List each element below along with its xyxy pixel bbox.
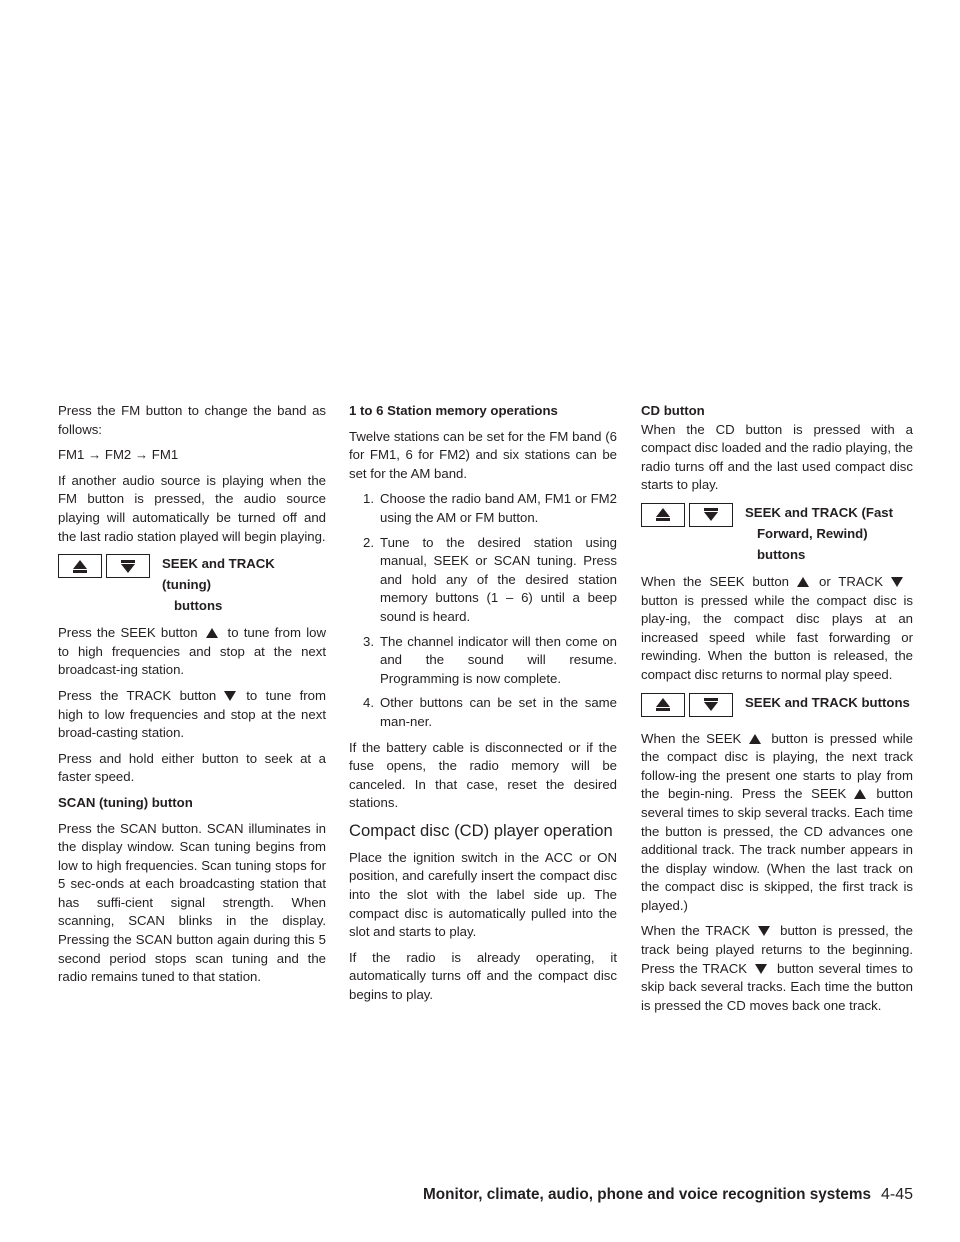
- column-1: [58, 402, 326, 994]
- column-3: [641, 402, 913, 1022]
- track-cd-text-a: When the TRACK: [641, 923, 751, 939]
- track-down-arrow-icon: [224, 691, 236, 701]
- scan-button-heading: SCAN (tuning) button: [58, 794, 193, 810]
- seek-track-tuning-title-line2: buttons: [174, 598, 223, 614]
- seek-track-button-illustration: [58, 554, 150, 578]
- step-text: Other buttons can be set in the same man-ner.: [380, 695, 617, 729]
- track-down-arrow-icon: [755, 964, 767, 974]
- fm-band-paragraph: Press the FM button to change the band as follows:: [58, 403, 326, 437]
- list-item: [349, 534, 617, 627]
- seek-text-a: Press the SEEK button: [58, 625, 198, 641]
- cd-button-paragraph: When the CD button is pressed with a compact disc loaded and the radio playing, the radio turns off and the last used compact disc starts to play.: [641, 421, 913, 493]
- track-down-arrow-icon: [758, 926, 770, 936]
- cd-insert-paragraph: Place the ignition switch in the ACC or ON position, and carefully insert the compact disc into the slot with the label side up. The compact disc is automatically pulled into the slot and starts to play.: [349, 849, 617, 940]
- track-button-paragraph: [58, 687, 326, 743]
- track-text-b: to tune from high to low frequencies and stop at the next broad-casting station.: [58, 687, 327, 741]
- station-memory-steps: [349, 490, 617, 731]
- track-down-arrow-icon: [891, 577, 903, 587]
- station-memory-heading: 1 to 6 Station memory operations: [349, 403, 558, 418]
- station-memory-intro: Twelve stations can be set for the FM band (6 for FM1, 6 for FM2) and six stations can be set for the AM band.: [349, 428, 617, 481]
- seek-text-b: to tune from low to high frequencies and stop at the next broadcast-ing station.: [58, 625, 326, 678]
- seek-button-graphic: [58, 554, 102, 578]
- seek-up-arrow-icon: [797, 577, 809, 587]
- battery-paragraph: If the battery cable is disconnected or if the fuse opens, the radio memory will be canceled. In that case, reset the desired stations.: [349, 739, 617, 811]
- track-cd-text-c: button several times to skip back several tracks. Each time the button is pressed the CD moves back one track.: [641, 960, 913, 1013]
- seek-track-tuning-heading: [58, 553, 326, 616]
- seek-track-button-illustration: [641, 693, 733, 717]
- section-title: Monitor, climate, audio, phone and voice recognition systems: [423, 1186, 871, 1203]
- seek-cd-text-b: button is pressed while the compact disc is playing, the next track follow-ing the present one starts to play from the begin-ning. Press the SEEK: [641, 730, 914, 802]
- column-2: [349, 402, 617, 1012]
- step-text: Choose the radio band AM, FM1 or FM2 using the AM or FM button.: [380, 491, 617, 525]
- fast-forward-rewind-title-line2: Forward, Rewind) buttons: [757, 525, 868, 562]
- page-number: 4-45: [880, 1186, 913, 1203]
- seek-track-button-illustration: [641, 503, 733, 527]
- seek-up-arrow-icon: [749, 734, 761, 744]
- audio-source-paragraph: If another audio source is playing when the FM button is pressed, the audio source playing will automatically be turned off and the last radio station played will begin playing.: [58, 472, 326, 544]
- step-text: The channel indicator will then come on and the sound will resume. Programming is now complete.: [380, 633, 617, 686]
- seek-up-arrow-icon: [656, 508, 670, 521]
- step-text: Tune to the desired station using manual, SEEK or SCAN tuning. Press and hold any of the desired station memory buttons (1 – 6) until a beep sound is heard.: [380, 534, 617, 624]
- track-button-graphic: [689, 503, 733, 527]
- seek-cd-text-a: When the SEEK: [641, 730, 742, 746]
- seek-up-arrow-icon: [854, 789, 866, 799]
- hold-button-paragraph: Press and hold either button to seek at a faster speed.: [58, 750, 326, 785]
- seek-up-arrow-icon: [73, 560, 87, 573]
- fast-forward-rewind-heading: [641, 502, 913, 565]
- track-down-arrow-icon: [704, 508, 718, 521]
- seek-track-tuning-title: [162, 553, 326, 616]
- track-button-graphic: [106, 554, 150, 578]
- fm-band-sequence: FM1 → FM2 → FM1: [58, 447, 179, 463]
- seek-up-arrow-icon: [656, 698, 670, 711]
- ff-text-b: or TRACK: [819, 573, 883, 589]
- cd-player-heading: Compact disc (CD) player operation: [349, 820, 613, 840]
- track-back-paragraph: [641, 922, 913, 1015]
- seek-button-graphic: [641, 693, 685, 717]
- seek-next-track-paragraph: [641, 730, 913, 916]
- track-text-a: Press the TRACK button: [58, 687, 217, 703]
- track-cd-text-b: button is pressed, the track being played returns to the beginning. Press the TRACK: [641, 923, 913, 976]
- fast-forward-paragraph: [641, 573, 913, 685]
- seek-track-cd-title: SEEK and TRACK buttons: [745, 694, 910, 710]
- track-down-arrow-icon: [121, 560, 135, 573]
- seek-button-graphic: [641, 503, 685, 527]
- list-item: [349, 490, 617, 527]
- scan-paragraph: Press the SCAN button. SCAN illuminates in the display window. Scan tuning begins from low to high frequencies. Scan tuning stops for 5 sec-onds at each broadcasting station that has suffi-cient signal strength. When scanning, SCAN blinks in the display. Pressing the SCAN button again during this 5 second period stops scan tuning and the radio remains tuned to that station.: [58, 820, 326, 985]
- track-down-arrow-icon: [704, 698, 718, 711]
- ff-text-c: button is pressed while the compact disc is play-ing, the compact disc plays at an increased speed while fast forwarding or rewinding. When the button is released, the compact disc returns to normal play speed.: [641, 592, 913, 682]
- fast-forward-rewind-title-line1: SEEK and TRACK (Fast: [745, 504, 894, 520]
- list-item: [349, 694, 617, 731]
- cd-radio-paragraph: If the radio is already operating, it automatically turns off and the compact disc begins to play.: [349, 949, 617, 1003]
- cd-button-heading: CD button: [641, 403, 705, 418]
- seek-track-tuning-title-line1: SEEK and TRACK (tuning): [162, 556, 275, 593]
- page-footer: [423, 1186, 913, 1204]
- seek-up-arrow-icon: [206, 628, 218, 638]
- seek-button-paragraph: [58, 624, 326, 680]
- step-number: 2.: [363, 534, 374, 550]
- ff-text-a: When the SEEK button: [641, 573, 790, 589]
- seek-track-cd-heading: [641, 692, 913, 722]
- fast-forward-rewind-title: [745, 502, 913, 565]
- step-number: 3.: [363, 633, 374, 649]
- seek-cd-text-c: button several times to skip several tracks. Each time the button is pressed, the CD advances one additional track. The track number appears in the display window. (When the last track on the compact disc is skipped, the first track is played.): [641, 786, 913, 913]
- list-item: [349, 633, 617, 689]
- step-number: 1.: [363, 491, 374, 507]
- step-number: 4.: [363, 695, 374, 711]
- track-button-graphic: [689, 693, 733, 717]
